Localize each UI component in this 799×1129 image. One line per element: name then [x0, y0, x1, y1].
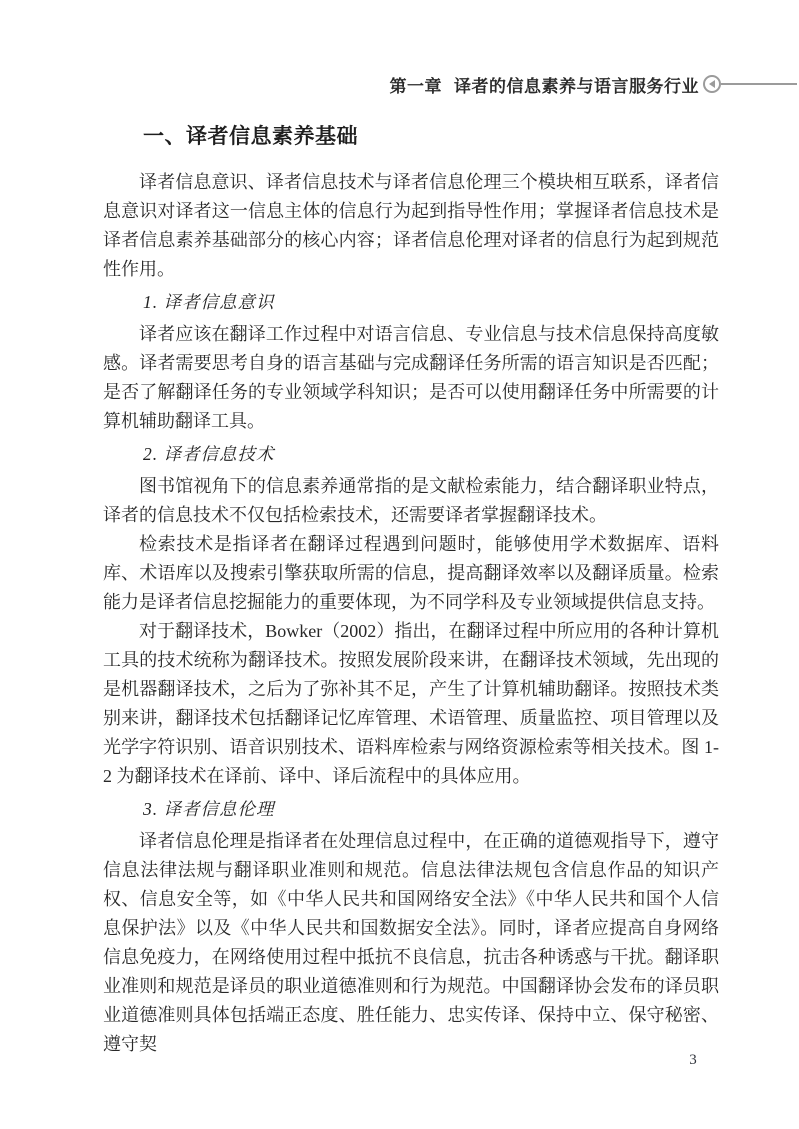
chapter-title: 译者的信息素养与语言服务行业: [454, 76, 699, 96]
subsection-heading-2: 2. 译者信息技术: [143, 444, 275, 464]
paragraph: 译者应该在翻译工作过程中对语言信息、专业信息与技术信息保持高度敏感。译者需要思考自身的语言基础与完成翻译任务所需的语言知识是否匹配；是否了解翻译任务的专业领域学科知识；是否可以使用翻译任务中所需要的计算机辅助翻译工具。: [103, 324, 719, 431]
paragraph: 对于翻译技术，Bowker（2002）指出，在翻译过程中所应用的各种计算机工具的技术统称为翻译技术。按照发展阶段来讲，在翻译技术领域，先出现的是机器翻译技术，之后为了弥补其不足，产生了计算机辅助翻译。按照技术类别来讲，翻译技术包括翻译记忆库管理、术语管理、质量监控、项目管理以及光学字符识别、语音识别技术、语料库检索与网络资源检索等相关技术。图 1-2 为翻译技术在译前、译中、译后流程中的具体应用。: [103, 621, 719, 786]
paragraph: 检索技术是指译者在翻译过程遇到问题时，能够使用学术数据库、语料库、术语库以及搜索引擎获取所需的信息，提高翻译效率以及翻译质量。检索能力是译者信息挖掘能力的重要体现，为不同学科及专业领域提供信息支持。: [103, 534, 719, 612]
subsection-heading-1: 1. 译者信息意识: [143, 292, 275, 312]
circled-left-triangle-icon: [703, 75, 721, 93]
paragraph: 译者信息意识、译者信息技术与译者信息伦理三个模块相互联系，译者信息意识对译者这一信息主体的信息行为起到指导性作用；掌握译者信息技术是译者信息素养基础部分的核心内容；译者信息伦理对译者的信息行为起到规范性作用。: [103, 172, 719, 279]
left-triangle-glyph: [709, 80, 715, 88]
subsection-heading-3: 3. 译者信息伦理: [143, 799, 275, 819]
header-rule: [721, 83, 797, 85]
running-head: [0, 72, 799, 96]
chapter-label: 第一章: [389, 76, 442, 96]
paragraph: 译者信息伦理是指译者在处理信息过程中，在正确的道德观指导下，遵守信息法律法规与翻译职业准则和规范。信息法律法规包含信息作品的知识产权、信息安全等，如《中华人民共和国网络安全法》《中华人民共和国个人信息保护法》以及《中华人民共和国数据安全法》。同时，译者应提高自身网络信息免疫力，在网络使用过程中抵抗不良信息，抗击各种诱惑与干扰。翻译职业准则和规范是译员的职业道德准则和行为规范。中国翻译协会发布的译员职业道德准则具体包括端正态度、胜任能力、忠实传译、保持中立、保守秘密、遵守契: [103, 831, 719, 1054]
text-column: [103, 122, 719, 1059]
page-number: 3: [689, 1052, 697, 1068]
paragraph: 图书馆视角下的信息素养通常指的是文献检索能力，结合翻译职业特点，译者的信息技术不仅包括检索技术，还需要译者掌握翻译技术。: [103, 476, 719, 525]
section-title: 一、译者信息素养基础: [143, 125, 358, 148]
